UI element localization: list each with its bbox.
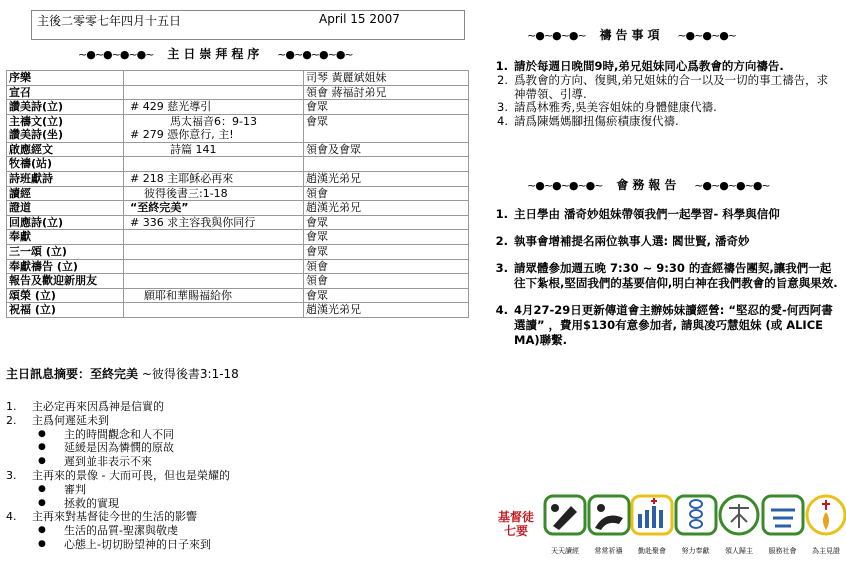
prayer-number: 2. [497, 72, 508, 87]
order-content [124, 215, 304, 230]
outline-subitem [38, 538, 230, 552]
outline-item [6, 400, 230, 414]
order-person-text: 司琴 黃麗斌姐妹 [306, 71, 387, 84]
order-item-text: 回應詩(立) [9, 215, 64, 229]
order-row [7, 100, 469, 115]
order-row [7, 142, 469, 157]
essential-caption: 天天讀經 [551, 547, 579, 555]
bullet-icon: ● [38, 538, 46, 549]
prayer-item [486, 101, 838, 115]
order-content [124, 303, 304, 318]
outline-subitem [38, 497, 230, 511]
order-person [304, 259, 469, 274]
outline-subitem [38, 455, 230, 469]
order-item-text: 頌榮 (立) [9, 288, 56, 302]
order-row [7, 259, 469, 274]
order-row [7, 230, 469, 245]
order-row [7, 303, 469, 318]
prayer-item [486, 115, 838, 129]
news-number: 2. [495, 234, 508, 248]
bullet-icon: ● [38, 525, 46, 536]
order-person-text: 領會及會眾 [306, 142, 361, 156]
news-item [486, 234, 838, 249]
outline-subitem [38, 483, 230, 497]
prayer-text: 請爲林雅秀,吳美容姐妹的身體健康代禱. [514, 100, 717, 115]
order-content-text [126, 245, 130, 258]
order-item-text: 牧禱(站) [9, 157, 53, 171]
order-person-text: 會眾 [306, 215, 328, 229]
outline-subtext: 主的時間觀念和人不同 [64, 427, 174, 441]
news-item [486, 303, 838, 348]
outline-number: 1. [6, 400, 17, 413]
order-person-text: 會眾 [306, 230, 328, 244]
order-item-text: 啟應經文 [9, 142, 53, 156]
order-person [304, 274, 469, 289]
outline-subtext: 延緩是因為憐憫的原故 [64, 441, 174, 455]
order-row [7, 171, 469, 186]
order-content-text: 馬太福音6：9-13 [170, 114, 257, 128]
outline-item [6, 469, 230, 483]
order-person [304, 230, 469, 245]
date-box [31, 10, 465, 40]
order-content-text [126, 303, 130, 316]
order-content [124, 171, 304, 186]
order-person [304, 201, 469, 216]
news-item [486, 207, 838, 222]
prayer-list [486, 60, 838, 129]
order-person-text: 趙漢光弟兄 [306, 303, 361, 317]
order-item [7, 303, 124, 318]
essential-caption: 服務社會 [768, 547, 797, 555]
order-item-text: 主禱文(立) [9, 114, 64, 128]
order-row [7, 186, 469, 201]
outline-subtext: 審判 [64, 482, 86, 496]
essential-caption: 領人歸主 [725, 547, 753, 555]
order-item [7, 100, 124, 115]
order-row [7, 274, 469, 289]
order-content [124, 288, 304, 303]
order-row [7, 71, 469, 86]
order-person [304, 215, 469, 230]
order-person [304, 100, 469, 115]
essential-icon [541, 492, 589, 538]
order-person [304, 288, 469, 303]
order-person [304, 157, 469, 172]
worship-order-heading: ~●~●~●~●~ 主日崇拜程序 ~●~●~●~●~ [78, 47, 353, 61]
order-content [124, 259, 304, 274]
order-content-text: “至終完美” [130, 201, 189, 215]
order-content [124, 274, 304, 289]
prayer-text: 請於每週日晚間9時,弟兄姐妹同心爲教會的方向禱告. [514, 59, 784, 73]
order-content [124, 230, 304, 245]
order-item [7, 215, 124, 230]
order-content-text: 彼得後書三:1-18 [144, 186, 228, 200]
order-content-text: 詩篇 141 [170, 142, 217, 156]
order-content [124, 142, 304, 157]
outline-item [6, 414, 230, 428]
order-person-text: 會眾 [306, 100, 328, 114]
order-item [7, 230, 124, 245]
order-item [7, 171, 124, 186]
order-person [304, 186, 469, 201]
order-item-text: 讚美詩(坐) [9, 127, 64, 141]
order-content [124, 114, 304, 142]
order-content-text [126, 260, 130, 273]
order-item [7, 114, 124, 142]
news-text: 4月27-29日更新傳道會主辦姊妹讀經營: “堅忍的愛-何西阿書選讀” ，費用$130有意參加者, 請與凌巧慧姐妹 (或 ALICE MA)聯繫. [514, 303, 833, 347]
outline-subitem [38, 441, 230, 455]
order-item [7, 186, 124, 201]
outline-item [6, 510, 230, 524]
order-item [7, 288, 124, 303]
order-item-text: 證道 [9, 201, 31, 215]
wave-ornament-right: ~●~●~●~●~ [277, 48, 353, 61]
order-content-text [126, 274, 130, 287]
order-item [7, 71, 124, 86]
essential-icon [759, 492, 807, 538]
order-item [7, 259, 124, 274]
outline-subitem [38, 524, 230, 538]
outline-number: 3. [6, 468, 17, 482]
order-item [7, 157, 124, 172]
bullet-icon: ● [38, 442, 46, 453]
order-item-text: 報告及歡迎新朋友 [9, 274, 97, 288]
prayer-number: 1. [495, 59, 508, 73]
order-person-text: 趙漢光弟兄 [306, 171, 361, 185]
outline-subtext: 心態上-切切盼望神的日子來到 [64, 537, 211, 551]
order-content-text [126, 71, 130, 84]
prayer-heading: ~●~●~●~ 禱告事項 ~●~●~●~ [527, 28, 737, 42]
order-content-text [126, 230, 130, 243]
order-person [304, 114, 469, 142]
order-content-text: # 336 求主容我與你同行 [130, 215, 256, 229]
prayer-text: 請爲陳媽媽腳扭傷瘀積康復代禱. [514, 114, 679, 129]
bullet-icon: ● [38, 483, 46, 494]
order-content [124, 201, 304, 216]
order-person [304, 303, 469, 318]
order-row [7, 244, 469, 259]
order-item [7, 85, 124, 100]
order-row [7, 201, 469, 216]
order-person-text: 趙漢光弟兄 [306, 201, 361, 215]
order-content-text: # 429 慈光導引 [130, 100, 212, 114]
order-item-text: 序樂 [9, 71, 31, 84]
order-content [124, 71, 304, 86]
bullet-icon: ● [38, 456, 46, 467]
order-item [7, 274, 124, 289]
order-item [7, 142, 124, 157]
order-person-text: 領會 [306, 186, 328, 200]
news-number: 4. [495, 303, 508, 317]
order-row [7, 288, 469, 303]
bullet-icon: ● [38, 428, 46, 439]
order-content-text: # 218 主耶穌必再來 [130, 171, 234, 185]
order-row [7, 215, 469, 230]
order-item-text: 奉獻禱告 (立) [9, 259, 78, 273]
essential-caption: 努力奉獻 [681, 547, 710, 555]
order-row [7, 157, 469, 172]
order-item-text: 三一頌 (立) [9, 244, 67, 258]
worship-order-table [6, 70, 469, 318]
bullet-icon: ● [38, 497, 46, 508]
order-item-text: 詩班獻詩 [9, 171, 53, 185]
chinese-date: 主後二零零七年四月十五日 [37, 14, 182, 28]
order-content-text: # 279 憑你意行, 主! [130, 127, 234, 141]
news-item [486, 261, 838, 291]
order-content [124, 157, 304, 172]
order-person [304, 142, 469, 157]
order-item-text: 奉獻 [9, 230, 31, 244]
order-content [124, 244, 304, 259]
order-person [304, 171, 469, 186]
news-text: 請眾體參加週五晚 7:30 ~ 9:30 的查經禱告團契,讓我們一起往下紮根,堅固我們的基要信仰,明白神在我們教會的旨意與果效. [514, 261, 838, 290]
news-text: 執事會增補提名兩位執事人選: 閻世賢, 潘奇妙 [514, 234, 750, 248]
sermon-outline [6, 400, 230, 552]
news-list [486, 207, 838, 360]
prayer-number: 3. [497, 100, 508, 115]
order-content-text [126, 86, 130, 99]
order-content [124, 100, 304, 115]
outline-subtext: 拯救的實現 [64, 496, 119, 510]
essential-icon [802, 492, 846, 538]
outline-text: 主再來對基督徒今世的生活的影響 [32, 510, 197, 524]
order-person-text: 會眾 [306, 114, 328, 128]
order-row [7, 114, 469, 142]
news-number: 1. [495, 207, 508, 221]
order-content [124, 85, 304, 100]
order-person [304, 244, 469, 259]
essential-icon [585, 492, 633, 538]
order-item-text: 宣召 [9, 85, 31, 99]
outline-text: 主爲何遲延未到 [32, 413, 109, 427]
order-person-text: 領會 蔣福討弟兄 [306, 85, 387, 99]
essential-caption: 勤赴聚會 [638, 547, 666, 555]
outline-text: 主必定再來因爲神是信實的 [32, 400, 164, 413]
essential-icon [628, 492, 676, 538]
prayer-text: 爲教會的方向、復興,弟兄姐妹的合一以及一切的事工禱告，求神帶領、引導. [514, 72, 829, 101]
order-row [7, 85, 469, 100]
wave-ornament-left: ~●~●~●~●~ [78, 48, 154, 61]
essential-caption: 常常祈禱 [594, 547, 623, 555]
order-item-text: 祝福 (立) [9, 303, 56, 317]
order-item-text: 讀經 [9, 186, 31, 200]
prayer-number: 4. [497, 114, 508, 129]
news-heading: ~●~●~●~●~ 會務報告 ~●~●~●~●~ [527, 178, 770, 192]
outline-text: 主再來的景像 - 大而可畏，但也是榮耀的 [32, 468, 230, 482]
essential-icon [672, 492, 720, 538]
prayer-item [486, 60, 838, 74]
outline-number: 2. [6, 413, 17, 427]
order-item [7, 201, 124, 216]
order-content [124, 186, 304, 201]
order-content-text: 願耶和華賜福給你 [144, 288, 232, 302]
order-person-text: 領會 [306, 274, 328, 288]
news-text: 主日學由 潘奇妙姐妹帶領我們一起學習- 科學與信仰 [514, 207, 780, 221]
essential-icon [715, 492, 763, 538]
outline-subtext: 遲到並非表示不來 [64, 455, 152, 469]
sermon-summary: 主日訊息摘要：至終完美 ~彼得後書3:1-18 [6, 367, 239, 381]
news-number: 3. [495, 261, 508, 275]
prayer-item [486, 74, 838, 102]
order-item-text: 讚美詩(立) [9, 100, 64, 114]
english-date: April 15 2007 [319, 12, 400, 26]
order-person-text: 會眾 [306, 244, 328, 258]
outline-subitem [38, 428, 230, 442]
essential-caption: 為主見證 [812, 547, 840, 555]
order-content-text [126, 157, 130, 170]
order-person [304, 71, 469, 86]
outline-subtext: 生活的品質-聖潔與敬虔 [64, 524, 178, 538]
seven-essentials-title: 基督徒七要 [497, 510, 534, 538]
outline-number: 4. [6, 510, 17, 524]
order-person-text: 會眾 [306, 288, 328, 302]
order-item [7, 244, 124, 259]
order-person [304, 85, 469, 100]
order-person-text: 領會 [306, 259, 328, 273]
